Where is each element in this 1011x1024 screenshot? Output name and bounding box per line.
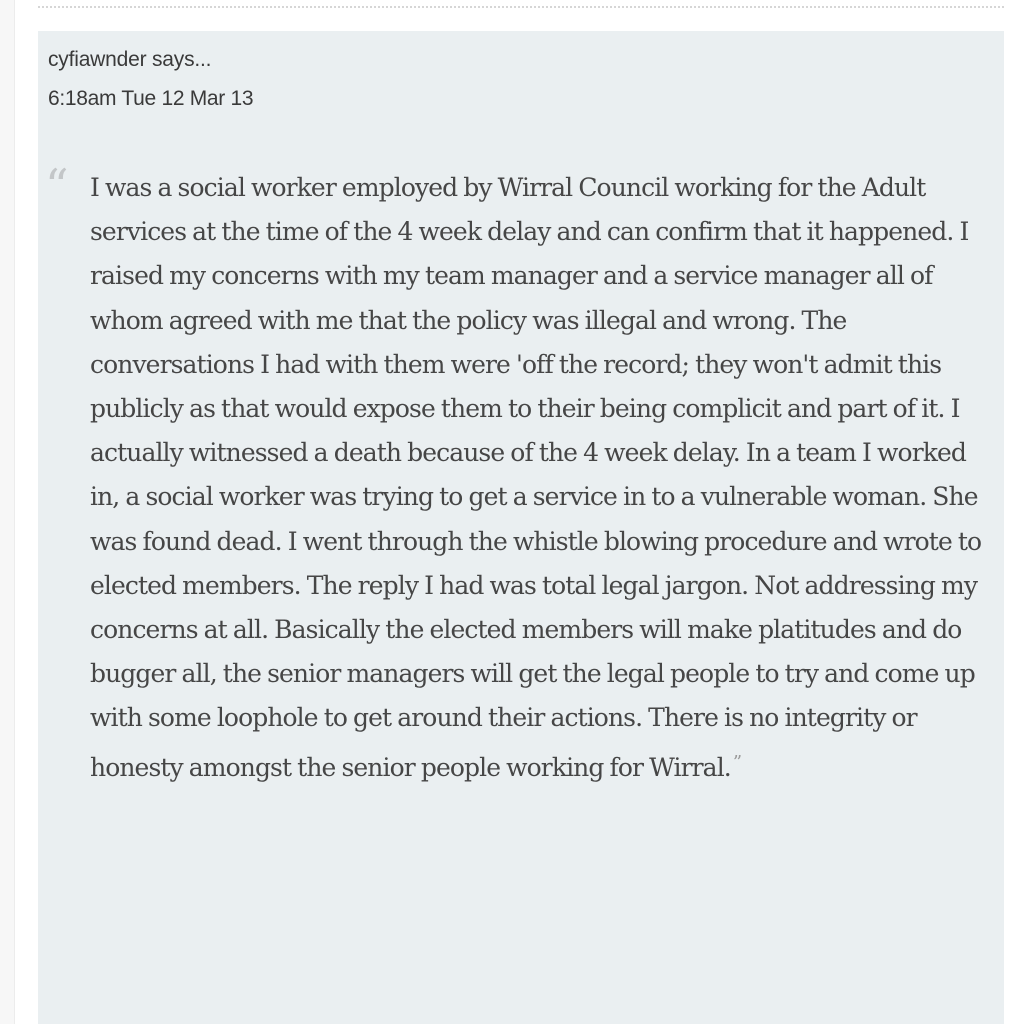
comment-author[interactable]: cyfiawnder says... — [48, 48, 212, 71]
comment-body — [90, 166, 990, 790]
comment-header — [48, 45, 253, 114]
dotted-divider — [38, 6, 1004, 8]
comment-timestamp: 6:18am Tue 12 Mar 13 — [48, 87, 254, 110]
comment-text: I was a social worker employed by Wirral Council working for the Adult services at the time of the 4 week delay and can confirm that it happened. I raised my concerns with my team manager and a service manager all of whom agreed with me that the policy was illegal and wrong. The conversations I had with them were 'off the record; they won't admit this publicly as that would expose them to their being complicit and part of it. I actually witnessed a death because of the 4 week delay. In a team I worked in, a social worker was trying to get a service in to a vulnerable woman. She was found dead. I went through the whistle blowing procedure and wrote to elected members. The reply I had was total legal jargon. Not addressing my concerns at all. Basically the elected members will make platitudes and do bugger all, the senior managers will get the legal people to try and come up with some loophole to get around their actions. There is no integrity or honesty amongst the senior people working for Wirral. — [90, 173, 982, 782]
page-left-edge — [0, 0, 15, 1024]
comment-card — [38, 31, 1004, 1024]
open-quote-icon: “ — [45, 159, 69, 213]
close-quote-icon: ” — [732, 751, 742, 773]
